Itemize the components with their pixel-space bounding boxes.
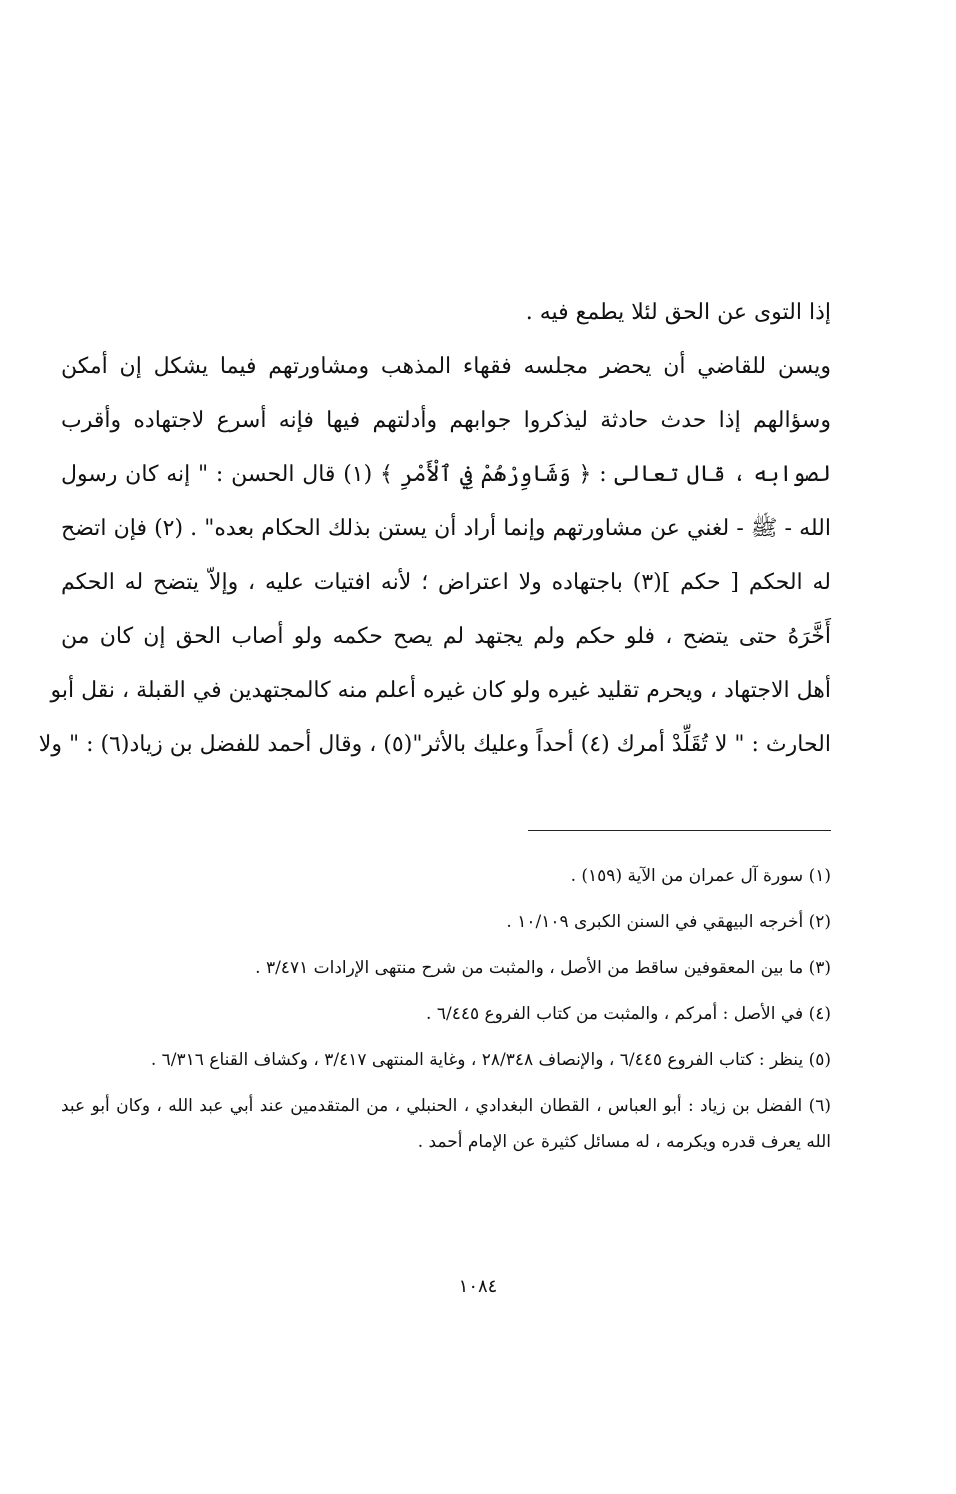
text-line: أَخَّرَهُ حتى يتضح ، فلو حكم ولم يجتهد لم يصح حكمه ولو أصاب الحق إن كان من	[61, 624, 831, 649]
footnotes	[61, 858, 831, 1170]
text-line: إذا التوى عن الحق لئلا يطمع فيه .	[525, 300, 831, 325]
footnote-divider	[528, 830, 831, 831]
footnote-3: (٣) ما بين المعقوفين ساقط من الأصل ، والمثبت من شرح منتهى الإرادات ٣/٤٧١ .	[255, 958, 831, 978]
text-line: الله - ﷺ - لغني عن مشاورتهم وإنما أراد أن يستن بذلك الحكام بعده" . (٢) فإن اتضح	[61, 516, 831, 541]
page-number: ١٠٨٤	[458, 1276, 498, 1297]
footnote-1: (١) سورة آل عمران من الآية (١٥٩) .	[570, 866, 831, 886]
footnote-2: (٢) أخرجه البيهقي في السنن الكبرى ١٠/١٠٩ .	[506, 912, 831, 932]
text-line: الحارث : " لا تُقَلِّدْ أمرك (٤) أحداً وعليك بالأثر"(٥) ، وقال أحمد للفضل بن زياد(٦) : " ولا	[38, 732, 831, 757]
footnote-6: (٦) الفضل بن زياد : أبو العباس ، القطان البغدادي ، الحنبلي ، من المتقدمين عند أبي عبد الله ، وكان أبو عبد الله يعرف قدره ويكرمه ، له مسائل كثيرة عن الإمام أحمد .	[61, 1096, 831, 1152]
text-line: أهل الاجتهاد ، ويحرم تقليد غيره ولو كان غيره أعلم منه كالمجتهدين في القبلة ، نقل أبو	[50, 678, 831, 703]
footnote-4: (٤) في الأصل : أمركم ، والمثبت من كتاب الفروع ٦/٤٤٥ .	[426, 1004, 831, 1024]
text-line: له الحكم [ حكم ](٣) باجتهاده ولا اعتراض ؛ لأنه افتيات عليه ، وإلاّ يتضح له الحكم	[61, 570, 831, 595]
text-line: ويسن للقاضي أن يحضر مجلسه فقهاء المذهب ومشاورتهم فيما يشكل إن أمكن	[61, 354, 831, 379]
main-text	[38, 286, 831, 772]
footnote-5: (٥) ينظر : كتاب الفروع ٦/٤٤٥ ، والإنصاف ٢٨/٣٤٨ ، وغاية المنتهى ٣/٤١٧ ، وكشاف القناع ٦/٣١٦ .	[150, 1050, 831, 1070]
text-line: وسؤالهم إذا حدث حادثة ليذكروا جوابهم وأدلتهم فيها فإنه أسرع لاجتهاده وأقرب	[61, 408, 831, 433]
text-line: لصوابه ، قال تعالى : ﴿ وَشَاوِرْهُمْ فِي ٱلْأَمْرِ ﴾ (١) قال الحسن : " إنه كان رسول	[61, 462, 831, 487]
